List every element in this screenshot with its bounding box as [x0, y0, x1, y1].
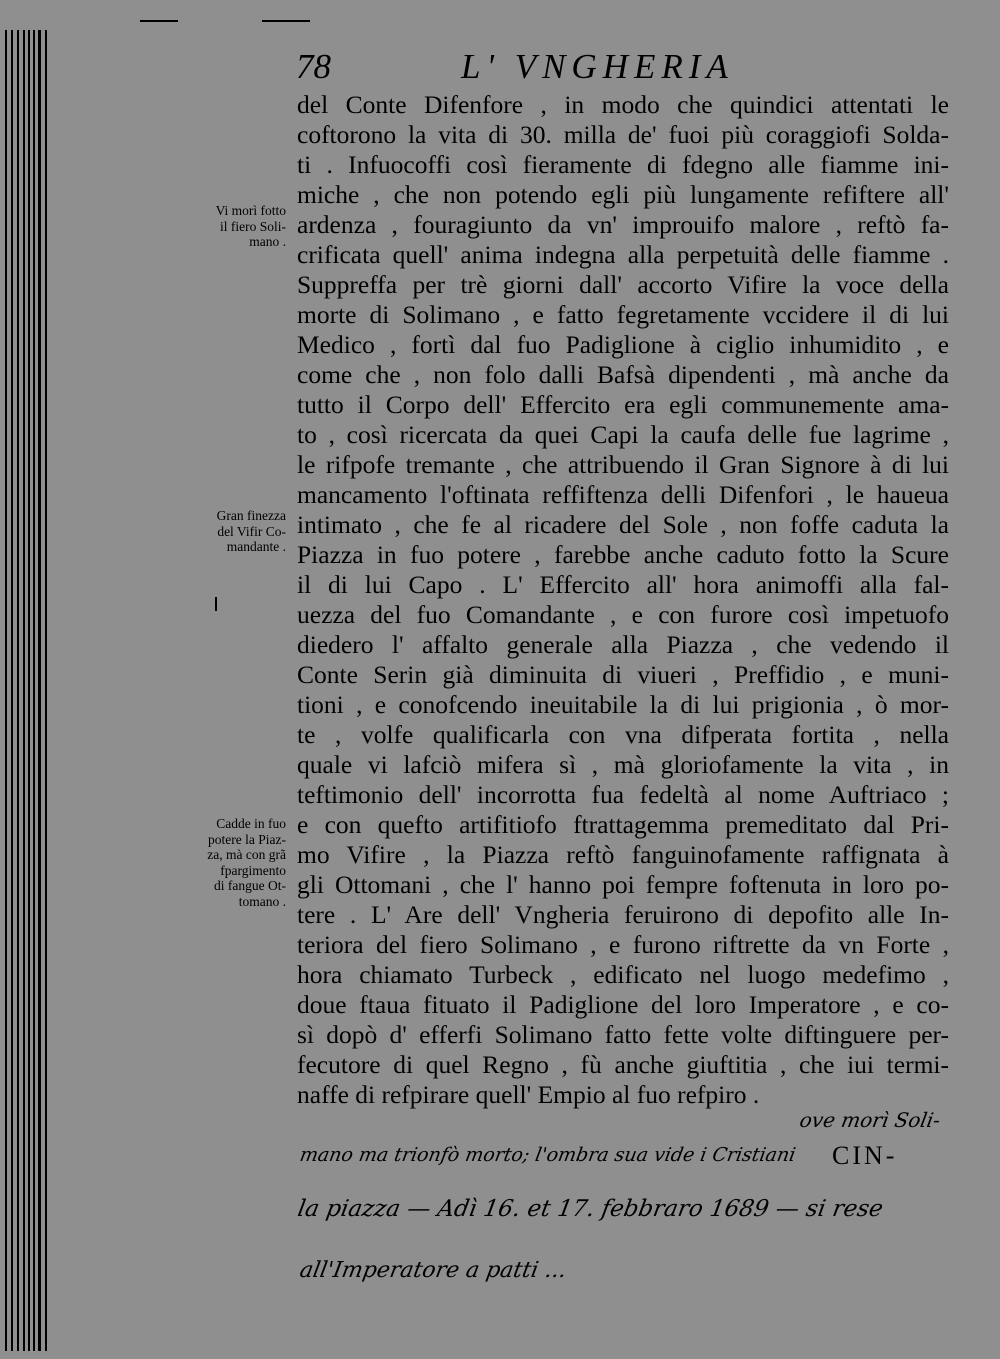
- text-line: quale vi lafciò mifera sì , mà gloriofamente la vita , in: [297, 750, 949, 779]
- text-line: te , volfe qualificarla con vna difperata fortita , nella: [297, 720, 949, 749]
- text-line: come che , non folo dalli Bafsà dipendenti , mà anche da: [297, 360, 949, 389]
- text-line: crificata quell' anima indegna alla perpetuità delle fiamme .: [297, 240, 949, 269]
- margin-note-fall-of-fortress: Cadde in fuo potere la Piaz- za, mà con grã fpargimento di fangue Ot- tomano .: [207, 816, 286, 909]
- text-line: uezza del fuo Comandante , e con furore così impetuofo: [297, 600, 949, 629]
- text-line: miche , che non potendo egli più lungamente refiftere all': [297, 180, 949, 209]
- text-line: morte di Solimano , e fatto fegretamente vccidere il di lui: [297, 300, 949, 329]
- running-header: [296, 47, 816, 87]
- binding-gutter: [0, 0, 58, 1359]
- text-line: del Conte Difenfore , in modo che quindici attentati le: [297, 90, 949, 119]
- text-line: naffe di refpirare quell' Empio al fuo refpiro .: [297, 1080, 760, 1109]
- margin-mark: [215, 597, 217, 611]
- text-line: mancamento l'oftinata reffiftenza delli Difenfori , le haueua: [297, 480, 949, 509]
- handwritten-note-line-1: ove morì Soli-: [797, 1108, 943, 1132]
- text-line: doue ftaua fituato il Padiglione del loro Imperatore , e co-: [297, 990, 949, 1019]
- main-text: [297, 90, 949, 1110]
- text-line: Conte Serin già diminuita di viueri , Preffidio , e muni-: [297, 660, 949, 689]
- text-line: Suppreffa per trè giorni dall' accorto Vifire la voce della: [297, 270, 949, 299]
- top-rule-left: [140, 20, 178, 22]
- text-line: tioni , e conofcendo ineuitabile la di lui prigionia , ò mor-: [297, 690, 949, 719]
- text-line: e con quefto artifitiofo ftrattagemma premeditato dal Pri-: [297, 810, 949, 839]
- text-line: intimato , che fe al ricadere del Sole , non foffe caduta la: [297, 510, 949, 539]
- text-line: sì dopò d' efferfi Solimano fatto fette volte diftinguere per-: [297, 1020, 949, 1049]
- text-line: diedero l' affalto generale alla Piazza , che vedendo il: [297, 630, 949, 659]
- text-line: mo Vifire , la Piazza reftò fanguinofamente raffignata à: [297, 840, 949, 869]
- running-title: L' VNGHERIA: [461, 47, 734, 86]
- text-line: hora chiamato Turbeck , edificato nel luogo medefimo ,: [297, 960, 949, 989]
- text-line: il di lui Capo . L' Effercito all' hora animoffi alla fal-: [297, 570, 949, 599]
- text-line: Piazza in fuo potere , farebbe anche caduto fotto la Scure: [297, 540, 949, 569]
- text-line: teftimonio dell' incorrotta fua fedeltà al nome Auftriaco ;: [297, 780, 949, 809]
- text-line: fecutore di quel Regno , fù anche giuftitia , che iui termi-: [297, 1050, 949, 1079]
- handwritten-note-line-2: mano ma trionfò morto; l'ombra sua vide i Cristiani: [298, 1144, 798, 1166]
- text-line: gli Ottomani , che l' hanno poi fempre foftenuta in loro po-: [297, 870, 949, 899]
- text-line: tutto il Corpo dell' Effercito era egli communemente ama-: [297, 390, 949, 419]
- text-line: coftorono la vita di 30. milla de' fuoi più coraggiofi Solda-: [297, 120, 949, 149]
- text-line: ti . Infuocoffi così fieramente di fdegno alle fiamme ini-: [297, 150, 949, 179]
- margin-note-vizier-finesse: Gran finezza del Vifir Co- mandante .: [216, 508, 286, 554]
- catchword: CIN-: [832, 1141, 898, 1170]
- text-line: to , così ricercata da quei Capi la caufa delle fue lagrime ,: [297, 420, 949, 449]
- text-line: Medico , fortì dal fuo Padiglione à ciglio inhumidito , e: [297, 330, 949, 359]
- handwritten-note-line-4: all'Imperatore a patti ...: [297, 1258, 569, 1283]
- margin-note-death-of-solimano: Vi morì fotto il fiero Soli- mano .: [215, 203, 286, 249]
- text-line: le rifpofe tremante , che attribuendo il Gran Signore à di lui: [297, 450, 949, 479]
- handwritten-note-line-3: la piazza — Adì 16. et 17. febbraro 1689 — si rese: [295, 1196, 886, 1222]
- text-line: tere . L' Are dell' Vngheria feruirono di depofito alle In-: [297, 900, 949, 929]
- text-line: ardenza , fouragiunto da vn' improuifo malore , reftò fa-: [297, 210, 949, 239]
- top-rule-right: [262, 20, 310, 22]
- page-number: 78: [296, 47, 331, 86]
- text-line: teriora del fiero Solimano , e furono riftrette da vn Forte ,: [297, 930, 949, 959]
